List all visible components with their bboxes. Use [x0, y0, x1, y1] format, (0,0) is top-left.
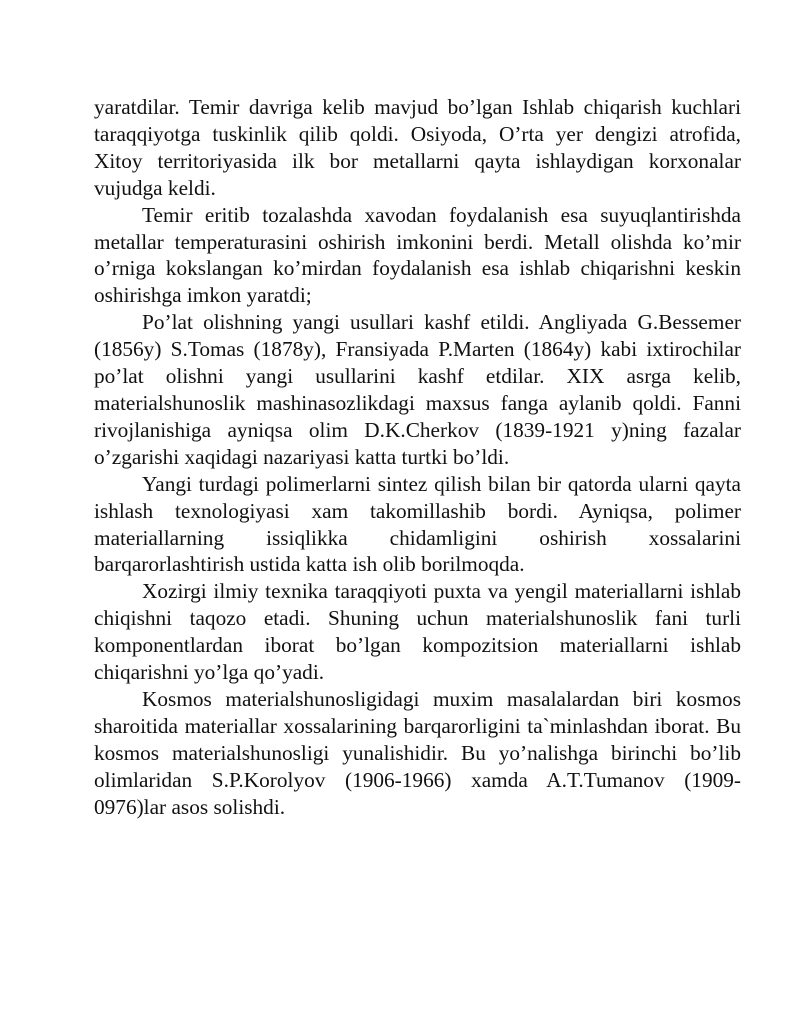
document-page — [94, 94, 741, 820]
paragraph-composites: Xozirgi ilmiy texnika taraqqiyoti puxta va yengil materiallarni ishlab chiqishni taqozo etadi. Shuning uchun materialshunoslik fani turli komponentlardan iborat bo’lgan kompozitsion materiallarni ishlab chiqarishni yo’lga qo’yadi. — [94, 579, 741, 685]
paragraph-polymers: Yangi turdagi polimerlarni sintez qilish bilan bir qatorda ularni qayta ishlash texnologiyasi xam takomillashib bordi. Ayniqsa, polimer materiallarning issiqlikka chidamligini oshirish xossalarini barqarorlashtirish ustida katta ish olib borilmoqda. — [94, 471, 741, 577]
paragraph-iron-age: yaratdilar. Temir davriga kelib mavjud bo’lgan Ishlab chiqarish kuchlari taraqqiyotga tuskinlik qilib qoldi. Osiyoda, O’rta yer dengizi atrofida, Xitoy territoriyasida ilk bor metallarni qayta ishlaydigan korxonalar vujudga keldi. — [94, 95, 741, 200]
paragraph-steel-methods: Po’lat olishning yangi usullari kashf etildi. Angliyada G.Bessemer (1856y) S.Tomas (1878y), Fransiyada P.Marten (1864y) kabi ixtirochilar po’lat olishni yangi usullarini kashf etdilar. XIX asrga kelib, materialshunoslik mashinasozlikdagi maxsus fanga aylanib qoldi. Fanni rivojlanishiga ayniqsa olim D.K.Cherkov (1839-1921 y)ning fazalar o’zgarishi xaqidagi nazariyasi katta turtki bo’ldi. — [94, 310, 741, 469]
paragraph-iron-smelting: Temir eritib tozalashda xavodan foydalanish esa suyuqlantirishda metallar temperaturasini oshirish imkonini berdi. Metall olishda ko’mir o’rniga kokslangan ko’mirdan foydalanish esa ishlab chiqarishni keskin oshirishga imkon yaratdi; — [94, 202, 741, 308]
paragraph-space-materials: Kosmos materialshunosligidagi muxim masalalardan biri kosmos sharoitida materiallar xossalarining barqarorligini ta`minlashdan iborat. Bu kosmos materialshunosligi yunalishidir. Bu yo’nalishga birinchi bo’lib olimlaridan S.P.Korolyov (1906-1966) xamda A.T.Tumanov (1909-0976)lar asos solishdi. — [94, 686, 741, 819]
